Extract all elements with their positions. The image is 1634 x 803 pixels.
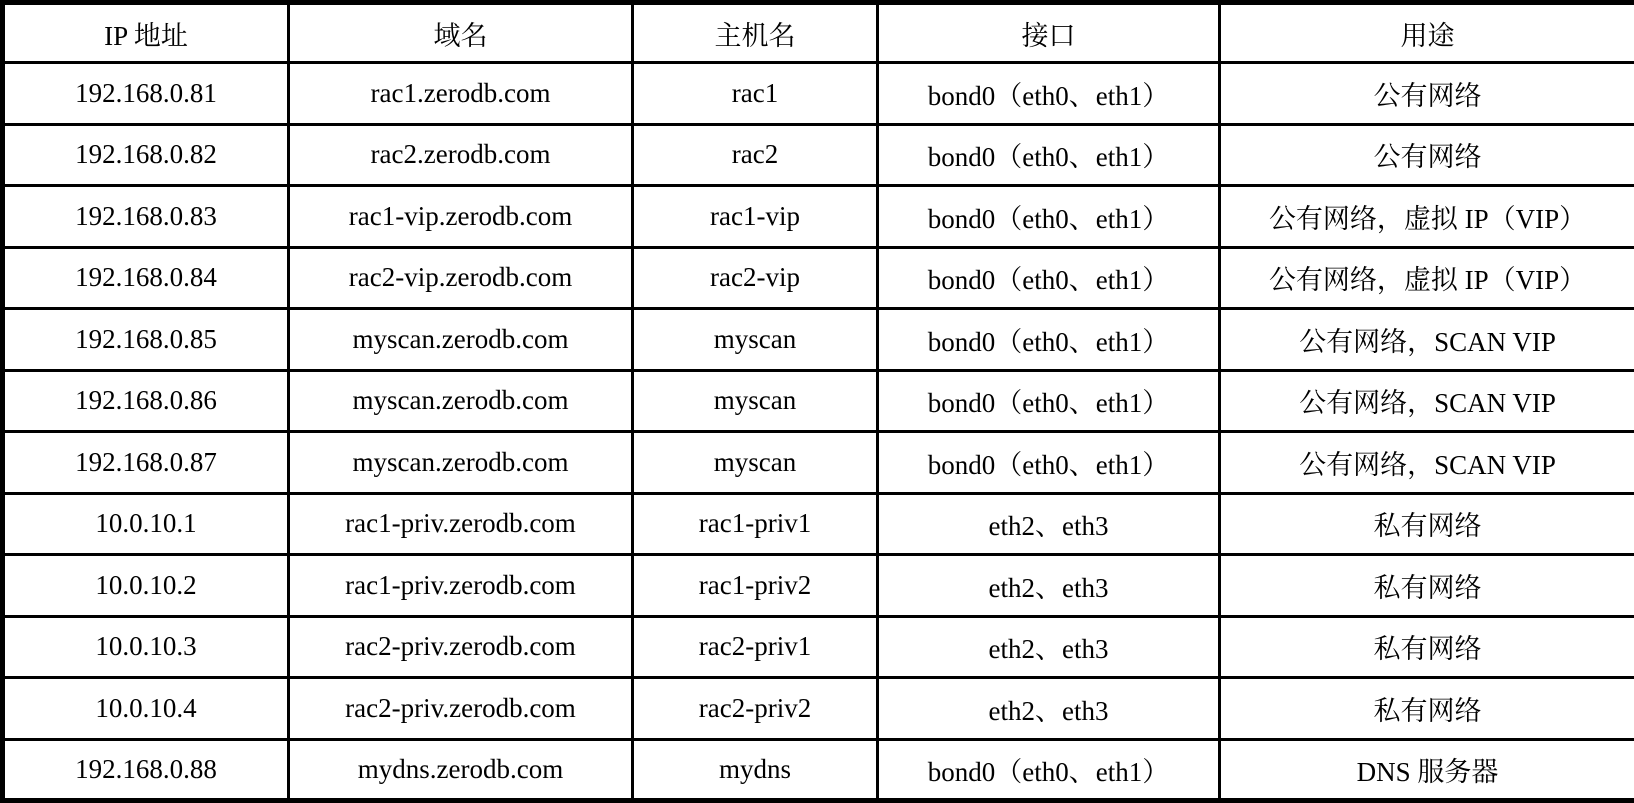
table-row <box>3 739 1634 801</box>
table-row <box>3 247 1634 309</box>
cell-interface: bond0（eth0、eth1） <box>878 186 1220 248</box>
table-row <box>3 370 1634 432</box>
cell-hostname: rac1 <box>633 63 878 125</box>
cell-interface: bond0（eth0、eth1） <box>878 124 1220 186</box>
cell-domain: myscan.zerodb.com <box>289 432 633 494</box>
cell-purpose: 公有网络 <box>1220 124 1634 186</box>
cell-hostname: rac2 <box>633 124 878 186</box>
cell-ip: 10.0.10.2 <box>3 555 289 617</box>
cell-hostname: rac1-vip <box>633 186 878 248</box>
cell-purpose: 公有网络 <box>1220 63 1634 125</box>
cell-purpose: 私有网络 <box>1220 678 1634 740</box>
cell-interface: bond0（eth0、eth1） <box>878 309 1220 371</box>
cell-hostname: mydns <box>633 739 878 801</box>
cell-purpose: 私有网络 <box>1220 616 1634 678</box>
cell-purpose: 公有网络，虚拟 IP（VIP） <box>1220 247 1634 309</box>
cell-interface: bond0（eth0、eth1） <box>878 739 1220 801</box>
table-row <box>3 678 1634 740</box>
cell-domain: rac1-priv.zerodb.com <box>289 555 633 617</box>
cell-domain: myscan.zerodb.com <box>289 370 633 432</box>
cell-interface: eth2、eth3 <box>878 678 1220 740</box>
cell-domain: rac1-vip.zerodb.com <box>289 186 633 248</box>
header-cell-purpose: 用途 <box>1220 3 1634 63</box>
header-cell-domain: 域名 <box>289 3 633 63</box>
cell-domain: rac1.zerodb.com <box>289 63 633 125</box>
table-row <box>3 124 1634 186</box>
cell-ip: 10.0.10.4 <box>3 678 289 740</box>
cell-purpose: 公有网络，虚拟 IP（VIP） <box>1220 186 1634 248</box>
header-cell-interface: 接口 <box>878 3 1220 63</box>
cell-purpose: 私有网络 <box>1220 493 1634 555</box>
cell-interface: eth2、eth3 <box>878 555 1220 617</box>
cell-domain: rac2.zerodb.com <box>289 124 633 186</box>
cell-domain: rac2-priv.zerodb.com <box>289 678 633 740</box>
cell-purpose: 私有网络 <box>1220 555 1634 617</box>
cell-purpose: DNS 服务器 <box>1220 739 1634 801</box>
table-row <box>3 309 1634 371</box>
cell-hostname: rac2-priv2 <box>633 678 878 740</box>
cell-interface: eth2、eth3 <box>878 616 1220 678</box>
cell-hostname: myscan <box>633 370 878 432</box>
cell-purpose: 公有网络，SCAN VIP <box>1220 432 1634 494</box>
header-row <box>3 3 1634 63</box>
table-row <box>3 63 1634 125</box>
cell-ip: 192.168.0.85 <box>3 309 289 371</box>
cell-hostname: rac2-vip <box>633 247 878 309</box>
cell-hostname: rac2-priv1 <box>633 616 878 678</box>
cell-ip: 192.168.0.87 <box>3 432 289 494</box>
cell-interface: bond0（eth0、eth1） <box>878 63 1220 125</box>
cell-ip: 10.0.10.3 <box>3 616 289 678</box>
cell-interface: bond0（eth0、eth1） <box>878 247 1220 309</box>
cell-hostname: rac1-priv2 <box>633 555 878 617</box>
cell-hostname: myscan <box>633 309 878 371</box>
cell-domain: rac2-vip.zerodb.com <box>289 247 633 309</box>
cell-ip: 192.168.0.86 <box>3 370 289 432</box>
cell-hostname: myscan <box>633 432 878 494</box>
cell-domain: myscan.zerodb.com <box>289 309 633 371</box>
cell-purpose: 公有网络，SCAN VIP <box>1220 370 1634 432</box>
table-row <box>3 432 1634 494</box>
cell-ip: 192.168.0.88 <box>3 739 289 801</box>
cell-ip: 10.0.10.1 <box>3 493 289 555</box>
cell-ip: 192.168.0.81 <box>3 63 289 125</box>
table-row <box>3 555 1634 617</box>
cell-hostname: rac1-priv1 <box>633 493 878 555</box>
table-row <box>3 616 1634 678</box>
header-cell-hostname: 主机名 <box>633 3 878 63</box>
cell-interface: bond0（eth0、eth1） <box>878 432 1220 494</box>
table-row <box>3 493 1634 555</box>
cell-domain: rac1-priv.zerodb.com <box>289 493 633 555</box>
cell-ip: 192.168.0.82 <box>3 124 289 186</box>
header-cell-ip: IP 地址 <box>3 3 289 63</box>
cell-interface: bond0（eth0、eth1） <box>878 370 1220 432</box>
cell-interface: eth2、eth3 <box>878 493 1220 555</box>
cell-domain: rac2-priv.zerodb.com <box>289 616 633 678</box>
cell-ip: 192.168.0.83 <box>3 186 289 248</box>
cell-purpose: 公有网络，SCAN VIP <box>1220 309 1634 371</box>
table-row <box>3 186 1634 248</box>
cell-domain: mydns.zerodb.com <box>289 739 633 801</box>
cell-ip: 192.168.0.84 <box>3 247 289 309</box>
